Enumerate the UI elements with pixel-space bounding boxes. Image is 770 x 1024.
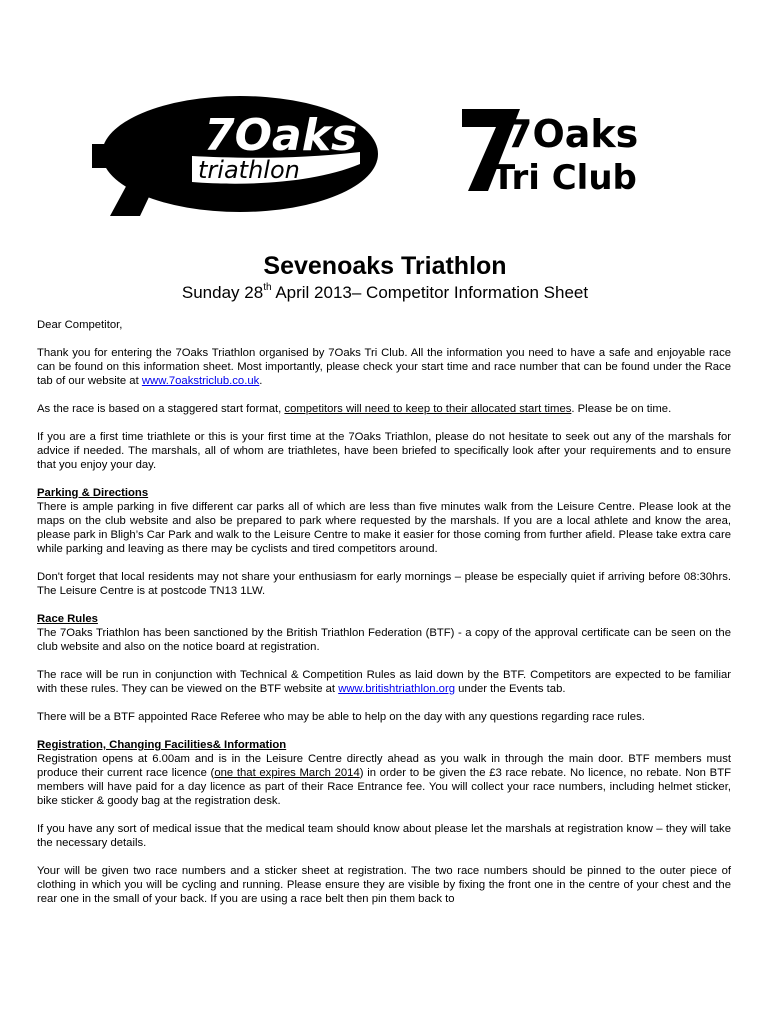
club-website-link[interactable]: www.7oakstriclub.co.uk [141, 375, 260, 387]
registration-paragraph-1 [37, 752, 731, 808]
intro-end: . [259, 375, 263, 387]
sevenoaks-tri-club-logo [462, 105, 652, 195]
subtitle-superscript: th [263, 282, 272, 293]
subtitle-post: April 2013– Competitor Information Sheet [271, 283, 589, 302]
reg-p1-pre: Registration opens at 6.00am and is in the Leisure Centre directly ahead as you walk in through the main door. BTF members must produce their current race licence ( [37, 753, 731, 779]
right-logo-text-2: Tri Club [492, 158, 637, 195]
race-rules-paragraph-1: The 7Oaks Triathlon has been sanctioned by the British Triathlon Federation (BTF) - a copy of the approval certificate can be seen on the club website and also on the notice board at registration. [37, 627, 731, 653]
rules-p2-post: under the Events tab. [454, 683, 566, 695]
page-title: Sevenoaks Triathlon [263, 252, 507, 280]
registration-paragraph-2: If you have any sort of medical issue that the medical team should know about please let the marshals at registration know – they will take the necessary details. [37, 823, 731, 849]
start-time-underlined: competitors will need to keep to their allocated start times [284, 403, 572, 415]
parking-paragraph-1: There is ample parking in five different car parks all of which are less than five minutes walk from the Leisure Centre. Please look at the maps on the club website and also be prepared to park where requested by the marshals. If you are a local athlete and know the area, please park in Bligh’s Car Park and walk to the Leisure Centre to make it easier for those coming from further afield. Please take extra care while parking and leaving as there may be cyclists and tired competitors around. [37, 501, 731, 555]
left-logo-text-1: 7Oaks [204, 110, 358, 161]
registration-paragraph-3: Your will be given two race numbers and a sticker sheet at registration. The two race numbers should be pinned to the outer piece of clothing in which you will be cycling and running. Please ensure they are visible by fixing the front one in the centre of your chest and the rear one in the small of your back. If you are using a race belt then pin them back to [37, 865, 731, 905]
reg-p1-post: ) in order to be given the £3 race rebate. No licence, no rebate. Non BTF members will have paid for a day licence as part of their Race Entrance fee. You will collect your race numbers, including helmet sticker, bike sticker & goody bag at the registration desk. [37, 767, 731, 807]
logo-row [0, 0, 770, 230]
greeting: Dear Competitor, [37, 319, 123, 331]
start-time-pre: As the race is based on a staggered start format, [37, 403, 285, 415]
first-timer-paragraph: If you are a first time triathlete or this is your first time at the 7Oaks Triathlon, please do not hesitate to seek out any of the marshals for advice if needed. The marshals, all of whom are triathletes, have been briefed to specifically look after your requirements and to ensure that you enjoy your day. [37, 431, 731, 471]
letter-body [37, 318, 731, 906]
parking-paragraph-2: Don't forget that local residents may not share your enthusiasm for early mornings – please be especially quiet if arriving before 08:30hrs. The Leisure Centre is at postcode TN13 1LW. [37, 571, 731, 597]
sevenoaks-triathlon-logo [92, 92, 382, 216]
intro-text: Thank you for entering the 7Oaks Triathlon organised by 7Oaks Tri Club. All the information you need to have a safe and enjoyable race can be found on this information sheet. Most importantly, please check your start time and race number that can be found under the Race tab of our website at [37, 347, 731, 387]
reg-p1-underlined: one that expires March 2014 [214, 767, 360, 779]
left-logo-text-2: triathlon [198, 156, 300, 184]
registration-heading: Registration, Changing Facilities& Information [37, 739, 287, 751]
intro-paragraph [37, 346, 731, 388]
race-rules-paragraph-3: There will be a BTF appointed Race Referee who may be able to help on the day with any questions regarding race rules. [37, 711, 645, 723]
start-time-post: . Please be on time. [571, 403, 672, 415]
race-rules-paragraph-2 [37, 668, 731, 696]
page-subtitle [0, 282, 770, 304]
rules-p2-pre: The race will be run in conjunction with Technical & Competition Rules as laid down by the BTF. Competitors are expected to be familiar with these rules. They can be viewed on the BTF website at [37, 669, 731, 695]
race-rules-heading: Race Rules [37, 613, 98, 625]
right-logo-text-1: 7Oaks [506, 112, 639, 156]
title-block [0, 250, 770, 304]
btf-website-link[interactable]: www.britishtriathlon.org [338, 683, 455, 695]
parking-heading: Parking & Directions [37, 487, 149, 499]
subtitle-pre: Sunday 28 [181, 283, 264, 302]
start-time-paragraph [37, 402, 731, 416]
